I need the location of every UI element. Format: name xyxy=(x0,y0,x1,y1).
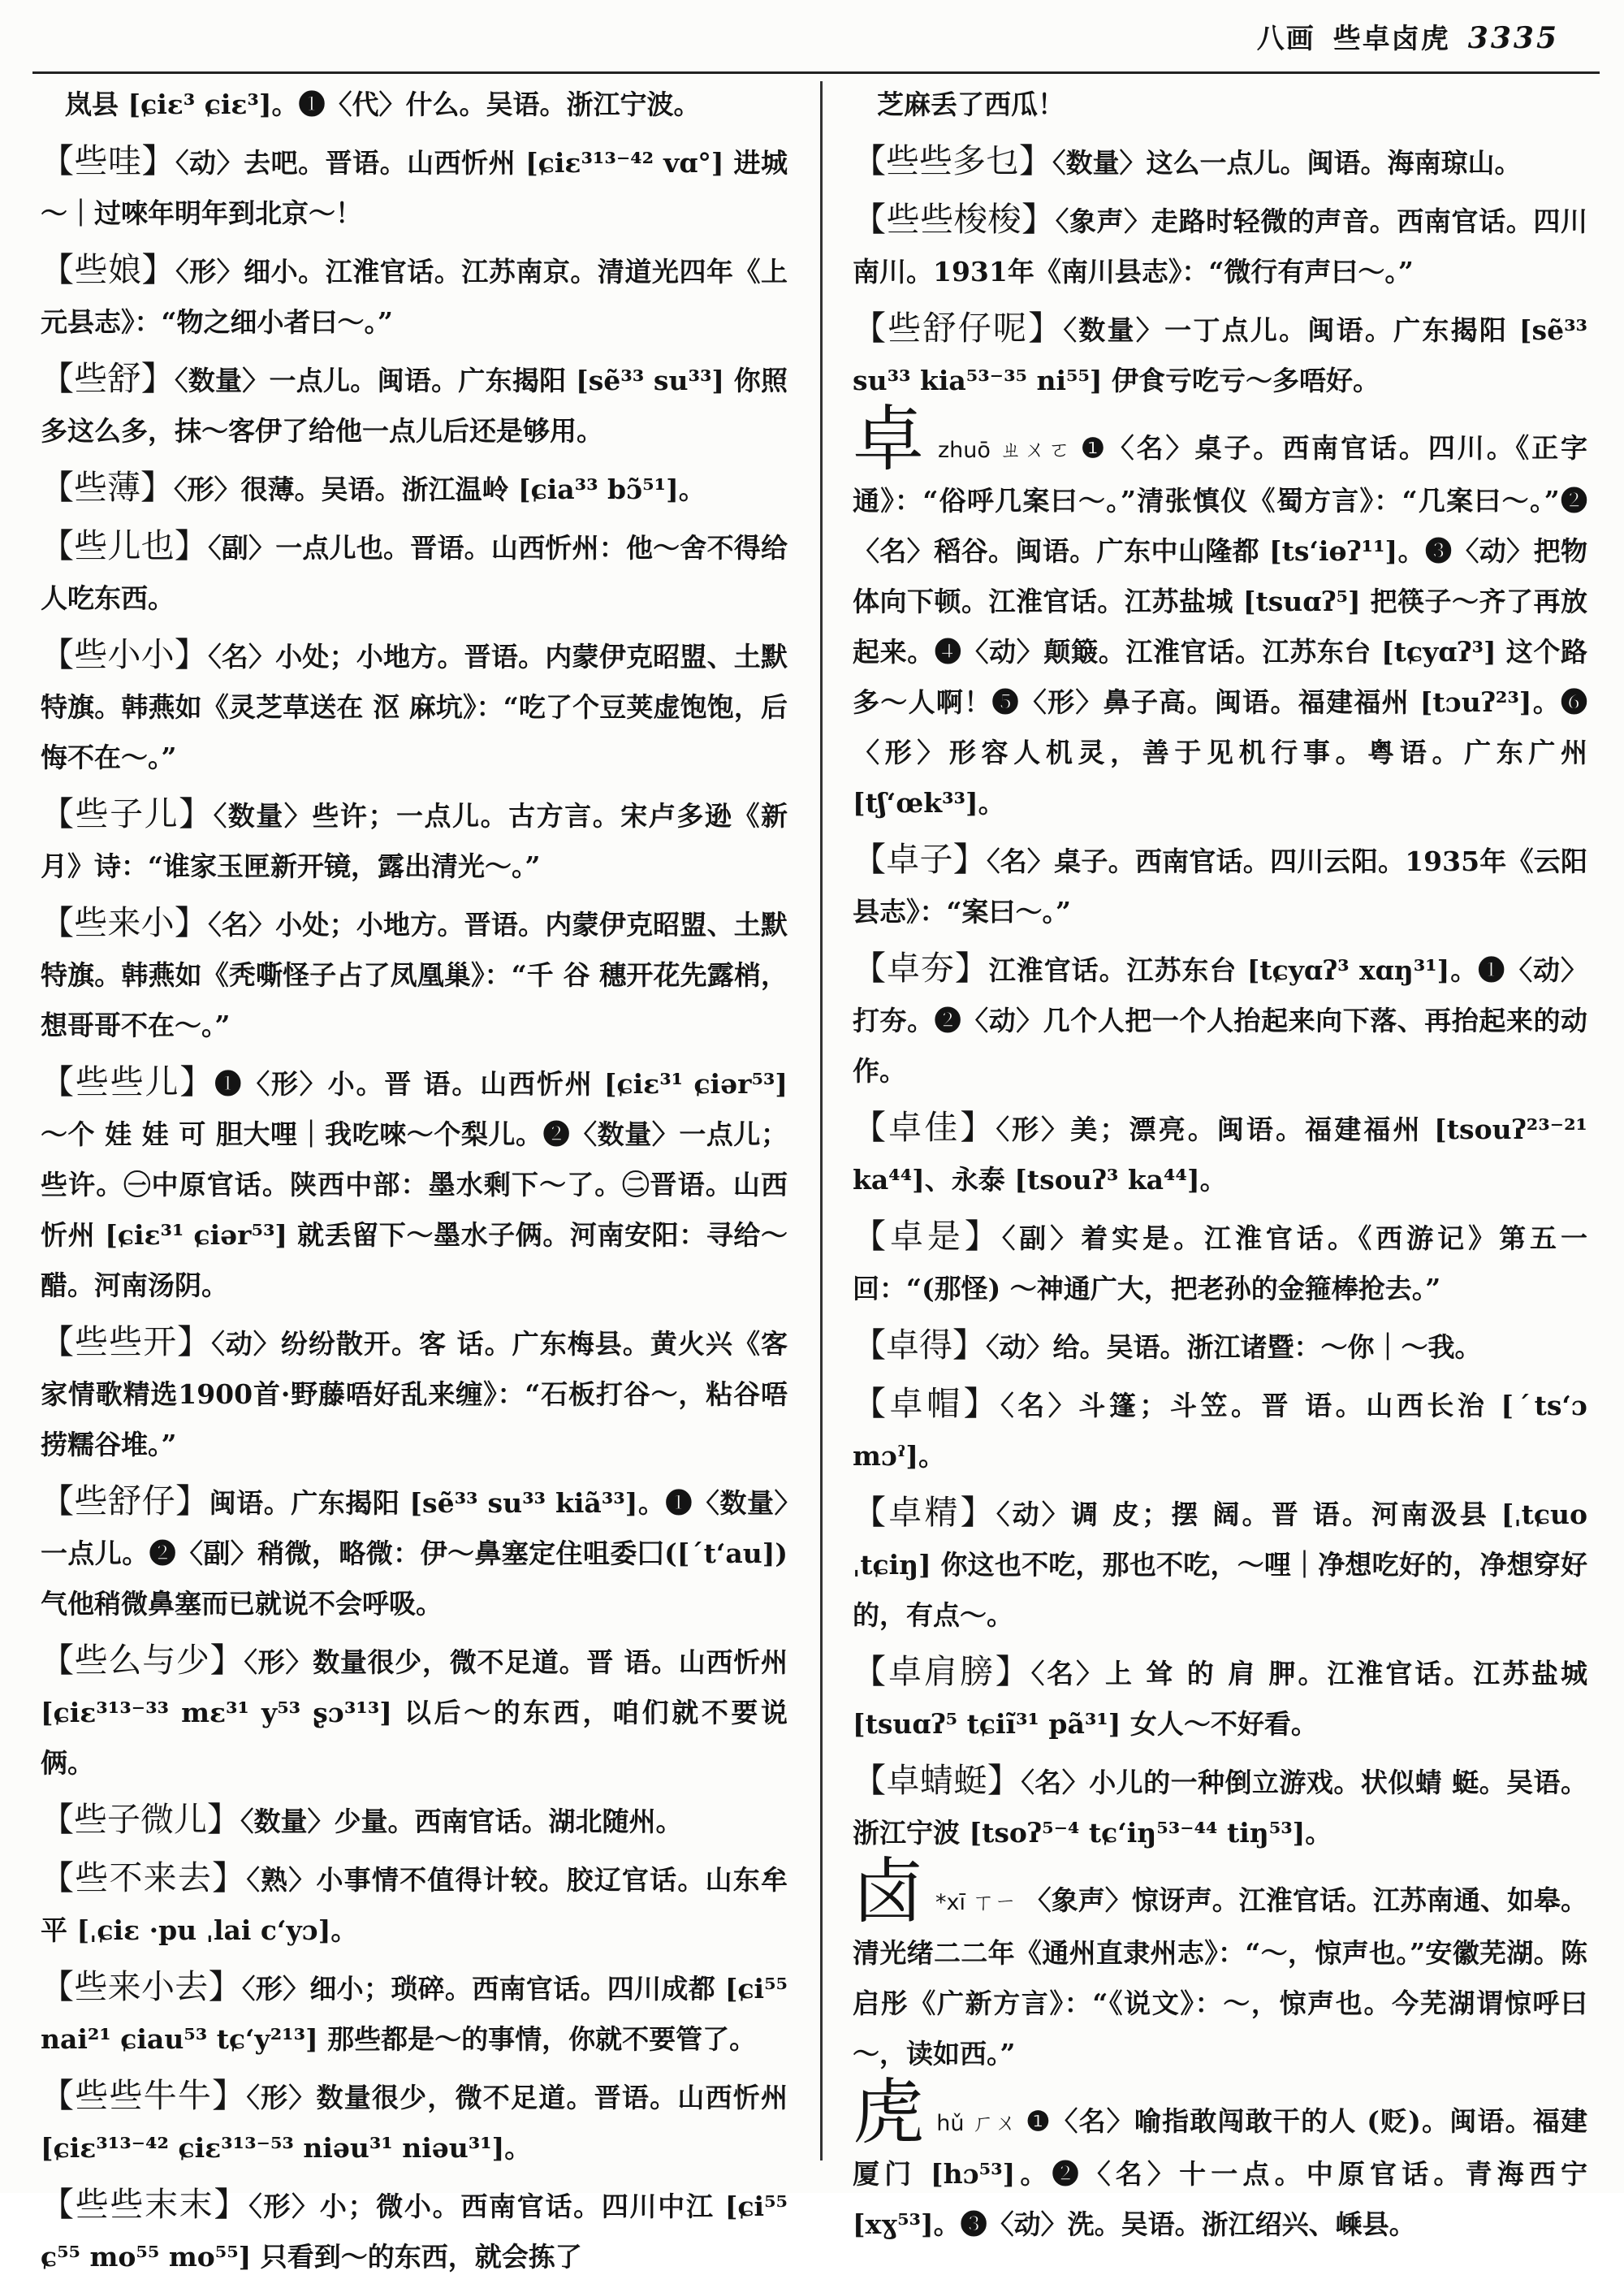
entry-definition: 〈动〉调 皮；摆 阔。晋 语。河南汲县 [ˌtɕuo ˌtɕiŋ] 你这也不吃，那也不吃，～哩｜净想吃好的，净想穿好的，有点～。 xyxy=(853,1499,1588,1631)
entry-definition: 〈数量〉这么一点儿。闽语。海南琼山。 xyxy=(1052,147,1522,179)
entry-definition: 岚县 [ɕiɛ³ ɕiɛ³]。❶〈代〉什么。吴语。浙江宁波。 xyxy=(65,89,701,120)
entry-definition: 〈名〉小儿的一种倒立游戏。状似蜻 蜓。吴语。浙江宁波 [tsoʔ⁵⁻⁴ tɕʻiŋ⁵³⁻⁴⁴ tiŋ⁵³]。 xyxy=(853,1767,1587,1849)
compound-entry xyxy=(41,2179,788,2282)
entry-definition: 〈动〉去吧。晋语。山西忻州 [ɕiɛ³¹³⁻⁴² vɑ°] 进城～｜过唻年明年到北京～！ xyxy=(41,147,788,229)
left-column xyxy=(41,80,788,2288)
entry-headword: 【些小小】 xyxy=(41,635,209,674)
compound-entry xyxy=(853,943,1587,1096)
compound-entry xyxy=(41,353,788,456)
compound-entry xyxy=(853,194,1587,297)
entry-headword: 【些来小】 xyxy=(41,903,209,942)
compound-entry xyxy=(41,1476,788,1629)
entry-definition: 〈名〉上 耸 的 肩 胛。江淮官话。江苏盐城 [tsuɑʔ⁵ tɕiĩ³¹ pã³¹] 女人～不好看。 xyxy=(853,1658,1587,1740)
entry-headword: 【些些末末】 xyxy=(41,2185,249,2224)
compound-entry xyxy=(853,1211,1587,1314)
compound-entry xyxy=(853,1646,1587,1750)
compound-entry xyxy=(853,136,1587,188)
entry-headword: 【些些多乜】 xyxy=(853,141,1052,180)
entry-definition: 〈副〉着实是。江淮官话。《西游记》第五一回：“(那怪) ～神通广大，把老孙的金箍棒抢去。” xyxy=(853,1222,1588,1304)
header-rule xyxy=(32,71,1600,74)
compound-entry xyxy=(853,303,1587,406)
entry-continuation xyxy=(41,80,788,130)
entry-definition: 〈动〉给。吴语。浙江诸暨：～你｜～我。 xyxy=(986,1331,1482,1363)
entry-headword: 【些舒仔呢】 xyxy=(853,309,1064,348)
entry-definition: ❶〈名〉桌子。西南官话。四川。《正字通》：“俗呼几案曰～。”清张慎仪《蜀方言》：“几案曰～。”❷〈名〉稻谷。闽语。广东中山隆都 [tsʻiɵʔ¹¹]。❸〈动〉把物体向下顿。江淮官话。江苏盐城 [tsuɑʔ⁵] 把筷子～齐了再放起来。❹〈动〉颠簸。江淮官话。江苏东台 [tɕyɑʔ³] 这个路多～人啊！❺〈形〉鼻子高。闽语。福建福州 [tɔuʔ²³]。❻〈形〉形容人机灵，善于见机行事。粤语。广东广州 [tʃʻœk³³]。 xyxy=(853,432,1587,819)
entry-definition: 芝麻丢了西瓜！ xyxy=(877,89,1065,120)
headword-entry xyxy=(853,2070,1587,2250)
compound-entry xyxy=(41,1853,788,1956)
entry-headword: 【些舒仔】 xyxy=(41,1481,209,1520)
entry-definition: 闽语。广东揭阳 [sẽ³³ su³³ kiã³³]。❶〈数量〉一点儿。❷〈副〉稍微，略微：伊～鼻塞定住咀委囗([ˊt‘au])气他稍微鼻塞而已就说不会呼吸。 xyxy=(41,1487,788,1620)
compound-entry xyxy=(41,521,788,624)
compound-entry xyxy=(41,1317,788,1470)
entry-headword: 【卓得】 xyxy=(853,1326,986,1365)
entry-headword: 【些子儿】 xyxy=(41,794,214,833)
entry-definition: 〈形〉数量很少，微不足道。晋语。山西忻州 [ɕiɛ³¹³⁻⁴² ɕiɛ³¹³⁻⁵³ niəu³¹ niəu³¹]。 xyxy=(41,2082,788,2164)
column-divider xyxy=(820,81,823,2160)
running-head-chars: 些卓卤虎 xyxy=(1332,23,1450,55)
entry-definition: 〈数量〉些许；一点儿。古方言。宋卢多逊《新月》诗：“谁家玉匣新开镜，露出清光～。” xyxy=(41,800,788,882)
compound-entry xyxy=(853,1102,1587,1205)
entry-headword: 【些些开】 xyxy=(41,1322,212,1361)
entry-headword: 【些子微儿】 xyxy=(41,1800,240,1839)
compound-entry xyxy=(41,1961,788,2065)
compound-entry xyxy=(853,1755,1587,1858)
entry-definition: 〈形〉细小；琐碎。西南官话。四川成都 [ɕi⁵⁵ nai²¹ ɕiau⁵³ tɕʻy²¹³] 那些都是～的事情，你就不要管了。 xyxy=(41,1973,788,2055)
entry-definition: 〈形〉小；微小。西南官话。四川中江 [ɕi⁵⁵ ɕ⁵⁵ mo⁵⁵ mo⁵⁵] 只看到～的东西，就会拣了 xyxy=(41,2191,788,2273)
headword-pronunciation: *xī ㄒㄧ xyxy=(935,1890,1017,1915)
headword-pronunciation: hǔ ㄏㄨ xyxy=(936,2111,1018,2136)
headword-char: 虎 xyxy=(853,2070,926,2154)
entry-definition: 〈数量〉少量。西南官话。湖北随州。 xyxy=(240,1806,683,1837)
entry-definition: 〈熟〉小事情不值得计较。胶辽官话。山东牟平 [ˌɕiɛ ·pu ˌlai cʻyɔ]。 xyxy=(41,1864,788,1946)
headword-pronunciation: zhuō ㄓㄨㄛ xyxy=(937,438,1073,463)
entry-definition: 〈名〉桌子。西南官话。四川云阳。1935年《云阳县志》：“案曰～。” xyxy=(853,846,1587,928)
entry-headword: 【卓是】 xyxy=(853,1217,1002,1256)
compound-entry xyxy=(853,1378,1587,1481)
entry-headword: 【些儿也】 xyxy=(41,526,209,565)
entry-definition: 〈数量〉一丁点儿。闽语。广东揭阳 [sẽ³³ su³³ kia⁵³⁻³⁵ ni⁵⁵] 伊食亏吃亏～多唔好。 xyxy=(853,314,1587,396)
entry-definition: 〈形〉细小。江淮官话。江苏南京。清道光四年《上元县志》：“物之细小者曰～。” xyxy=(41,256,788,338)
entry-definition: 〈名〉小处；小地方。晋语。内蒙伊克昭盟、土默特旗。韩燕如《秃嘶怪子占了凤凰巢》：“千 谷 穗开花先露梢，想哥哥不在～。” xyxy=(41,909,788,1041)
headword-entry xyxy=(853,397,1587,828)
entry-headword: 【些些梭梭】 xyxy=(853,200,1056,239)
compound-entry xyxy=(853,834,1587,937)
entry-continuation xyxy=(853,80,1587,130)
entry-headword: 【些么与少】 xyxy=(41,1641,244,1680)
entry-definition: 〈名〉小处；小地方。晋语。内蒙伊克昭盟、土默特旗。韩燕如《灵芝草送在 沤 麻坑》：“吃了个豆荚虚饱饱，后悔不在～。” xyxy=(41,641,788,773)
compound-entry xyxy=(41,1057,788,1311)
entry-definition: 〈象声〉走路时轻微的声音。西南官话。四川南川。1931年《南川县志》：“微行有声曰～。” xyxy=(853,205,1588,288)
entry-headword: 【些些儿】 xyxy=(41,1062,215,1101)
entry-definition: 〈动〉纷纷散开。客 话。广东梅县。黄火兴《客家情歌精选1900首·野藤唔好乱来缠》：“石板打谷～，粘谷唔捞糯谷堆。” xyxy=(41,1328,788,1460)
headword-entry xyxy=(853,1849,1588,2079)
entry-headword: 【卓蜻蜓】 xyxy=(853,1761,1021,1800)
compound-entry xyxy=(41,789,788,892)
compound-entry xyxy=(41,462,788,515)
entry-headword: 【些哇】 xyxy=(41,141,176,180)
entry-headword: 【卓肩膀】 xyxy=(853,1652,1031,1691)
entry-headword: 【些娘】 xyxy=(41,250,176,289)
entry-definition: 〈数量〉一点儿。闽语。广东揭阳 [sẽ³³ su³³] 你照多这么多，抹～客伊了给他一点儿后还是够用。 xyxy=(41,365,788,447)
entry-definition: 江淮官话。江苏东台 [tɕyɑʔ³ xɑŋ³¹]。❶〈动〉打夯。❷〈动〉几个人把一个人抬起来向下落、再抬起来的动作。 xyxy=(853,954,1588,1087)
entry-headword: 【些来小去】 xyxy=(41,1967,242,2006)
running-head-section: 八画 xyxy=(1256,23,1315,55)
entry-definition: 〈象声〉惊讶声。江淮官话。江苏南通、如皋。清光绪二二年《通州直隶州志》：“～，惊声也。”安徽芜湖。陈启彤《广新方言》：“《说文》：～，惊声也。今芜湖谓惊呼曰～，读如西。” xyxy=(853,1884,1588,2070)
compound-entry xyxy=(41,136,788,239)
entry-definition: ❶〈形〉小。晋 语。山西忻州 [ɕiɛ³¹ ɕiər⁵³] ～个 娃 娃 可 胆大哩｜我吃唻～个梨儿。❷〈数量〉一点儿；些许。㊀中原官话。陕西中部：墨水剩下～了。㊁晋语。山西忻州 [ɕiɛ³¹ ɕiər⁵³] 就丢留下～墨水子俩。河南安阳：寻给～醋。河南汤阴。 xyxy=(41,1068,788,1301)
headword-char: 卤 xyxy=(853,1849,925,1933)
compound-entry xyxy=(41,244,788,348)
running-head xyxy=(1257,16,1559,56)
entry-definition: 〈名〉斗篷；斗笠。晋 语。山西长治 [ˊtsʻɔ mɔˀ]。 xyxy=(853,1390,1588,1472)
entry-headword: 【卓夯】 xyxy=(853,949,989,988)
page-number: 3335 xyxy=(1467,21,1559,55)
entry-headword: 【卓帽】 xyxy=(853,1384,1001,1423)
entry-definition: 〈副〉一点儿也。晋语。山西忻州：他～舍不得给人吃东西。 xyxy=(41,532,788,614)
entry-headword: 【卓子】 xyxy=(853,840,987,879)
entry-headword: 【些不来去】 xyxy=(41,1858,247,1897)
entry-headword: 【卓佳】 xyxy=(853,1108,996,1147)
compound-entry xyxy=(853,1320,1587,1373)
entry-definition: 〈形〉数量很少，微不足道。晋 语。山西忻州 [ɕiɛ³¹³⁻³³ mɛ³¹ y⁵³ ʂɔ³¹³] 以后～的东西，咱们就不要说俩。 xyxy=(41,1646,788,1779)
right-column xyxy=(853,80,1587,2256)
compound-entry xyxy=(41,897,788,1051)
entry-headword: 【些舒】 xyxy=(41,359,175,398)
compound-entry xyxy=(41,1794,788,1847)
entry-definition: 〈形〉很薄。吴语。浙江温岭 [ɕia³³ bɔ̃⁵¹]。 xyxy=(174,474,706,505)
entry-definition: ❶〈名〉喻指敢闯敢干的人 (贬)。闽语。福建厦门 [hɔ⁵³]。❷〈名〉十一点。中原官话。青海西宁 [xɣ⁵³]。❸〈动〉洗。吴语。浙江绍兴、嵊县。 xyxy=(853,2105,1587,2240)
entry-definition: 〈形〉美；漂亮。闽语。福建福州 [tsouʔ²³⁻²¹ ka⁴⁴]、永泰 [tsouʔ³ ka⁴⁴]。 xyxy=(853,1114,1587,1196)
entry-headword: 【些些牛牛】 xyxy=(41,2076,247,2115)
entry-headword: 【卓精】 xyxy=(853,1493,996,1532)
compound-entry xyxy=(41,629,788,783)
compound-entry xyxy=(41,1635,788,1788)
compound-entry xyxy=(41,2070,788,2173)
headword-char: 卓 xyxy=(853,397,926,481)
entry-headword: 【些薄】 xyxy=(41,468,174,507)
compound-entry xyxy=(853,1487,1587,1641)
